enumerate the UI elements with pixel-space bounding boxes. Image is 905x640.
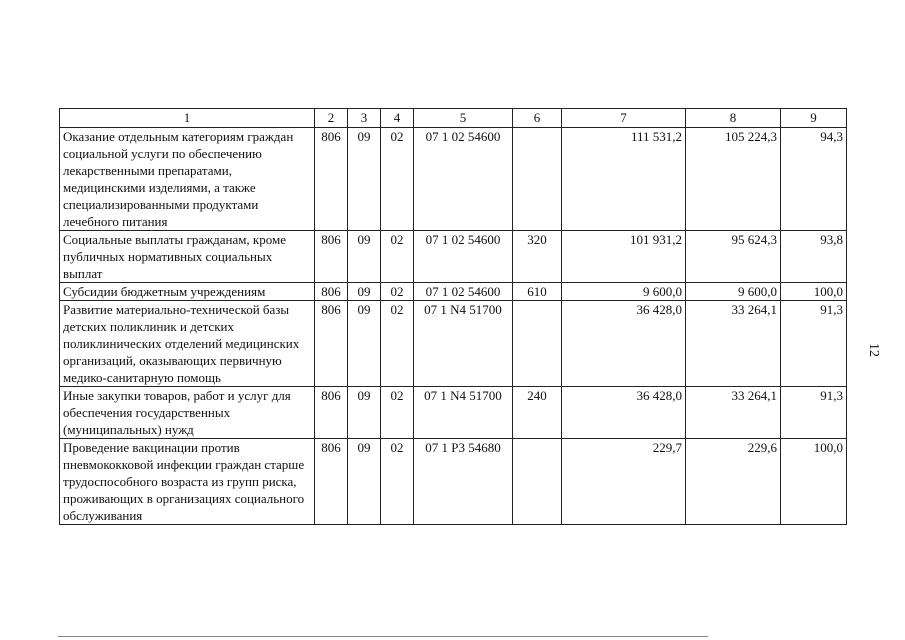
actual-amount-cell: 33 264,1	[686, 387, 781, 439]
target-article-cell: 07 1 N4 51700	[414, 301, 513, 387]
table-row	[60, 387, 847, 439]
row-name-cell: Иные закупки товаров, работ и услуг для обеспечения государственных (муниципальных) нужд	[60, 387, 315, 439]
row-name-cell: Социальные выплаты гражданам, кроме публичных нормативных социальных выплат	[60, 231, 315, 283]
header-cell-8: 8	[686, 109, 781, 128]
section-cell: 09	[348, 283, 381, 301]
plan-amount-cell: 9 600,0	[562, 283, 686, 301]
plan-amount-cell: 36 428,0	[562, 387, 686, 439]
expense-type-cell	[513, 128, 562, 231]
subsection-cell: 02	[381, 387, 414, 439]
section-cell: 09	[348, 128, 381, 231]
actual-amount-cell: 229,6	[686, 439, 781, 525]
header-row	[60, 109, 847, 128]
row-name-cell: Проведение вакцинации против пневмококковой инфекции граждан старше трудоспособного возраста из групп риска, проживающих в организациях социального обслуживания	[60, 439, 315, 525]
plan-amount-cell: 111 531,2	[562, 128, 686, 231]
header-cell-9: 9	[781, 109, 847, 128]
header-cell-2: 2	[315, 109, 348, 128]
section-cell: 09	[348, 231, 381, 283]
plan-amount-cell: 101 931,2	[562, 231, 686, 283]
admin-code-cell: 806	[315, 283, 348, 301]
subsection-cell: 02	[381, 128, 414, 231]
percent-cell: 100,0	[781, 283, 847, 301]
section-cell: 09	[348, 387, 381, 439]
page-number: 12	[866, 343, 881, 357]
table-row	[60, 301, 847, 387]
section-cell: 09	[348, 439, 381, 525]
table-row	[60, 231, 847, 283]
subsection-cell: 02	[381, 283, 414, 301]
actual-amount-cell: 105 224,3	[686, 128, 781, 231]
actual-amount-cell: 95 624,3	[686, 231, 781, 283]
percent-cell: 91,3	[781, 387, 847, 439]
target-article-cell: 07 1 N4 51700	[414, 387, 513, 439]
expense-type-cell: 610	[513, 283, 562, 301]
section-cell: 09	[348, 301, 381, 387]
admin-code-cell: 806	[315, 301, 348, 387]
admin-code-cell: 806	[315, 231, 348, 283]
percent-cell: 91,3	[781, 301, 847, 387]
row-name-cell: Оказание отдельным категориям граждан социальной услуги по обеспечению лекарственными препаратами, медицинскими изделиями, а также специализированными продуктами лечебного питания	[60, 128, 315, 231]
header-cell-4: 4	[381, 109, 414, 128]
table-row	[60, 439, 847, 525]
expense-type-cell: 240	[513, 387, 562, 439]
bottom-divider	[58, 636, 708, 637]
header-cell-7: 7	[562, 109, 686, 128]
subsection-cell: 02	[381, 439, 414, 525]
admin-code-cell: 806	[315, 439, 348, 525]
header-cell-5: 5	[414, 109, 513, 128]
table-row	[60, 128, 847, 231]
target-article-cell: 07 1 P3 54680	[414, 439, 513, 525]
plan-amount-cell: 229,7	[562, 439, 686, 525]
admin-code-cell: 806	[315, 387, 348, 439]
row-name-cell: Субсидии бюджетным учреждениям	[60, 283, 315, 301]
budget-table	[59, 108, 847, 525]
table-row	[60, 283, 847, 301]
target-article-cell: 07 1 02 54600	[414, 283, 513, 301]
expense-type-cell	[513, 439, 562, 525]
actual-amount-cell: 33 264,1	[686, 301, 781, 387]
target-article-cell: 07 1 02 54600	[414, 128, 513, 231]
expense-type-cell: 320	[513, 231, 562, 283]
row-name-cell: Развитие материально-технической базы детских поликлиник и детских поликлинических отделений медицинских организаций, оказывающих первичную медико-санитарную помощь	[60, 301, 315, 387]
percent-cell: 94,3	[781, 128, 847, 231]
subsection-cell: 02	[381, 301, 414, 387]
header-cell-1: 1	[60, 109, 315, 128]
percent-cell: 100,0	[781, 439, 847, 525]
header-cell-6: 6	[513, 109, 562, 128]
subsection-cell: 02	[381, 231, 414, 283]
expense-type-cell	[513, 301, 562, 387]
target-article-cell: 07 1 02 54600	[414, 231, 513, 283]
header-cell-3: 3	[348, 109, 381, 128]
plan-amount-cell: 36 428,0	[562, 301, 686, 387]
actual-amount-cell: 9 600,0	[686, 283, 781, 301]
percent-cell: 93,8	[781, 231, 847, 283]
admin-code-cell: 806	[315, 128, 348, 231]
